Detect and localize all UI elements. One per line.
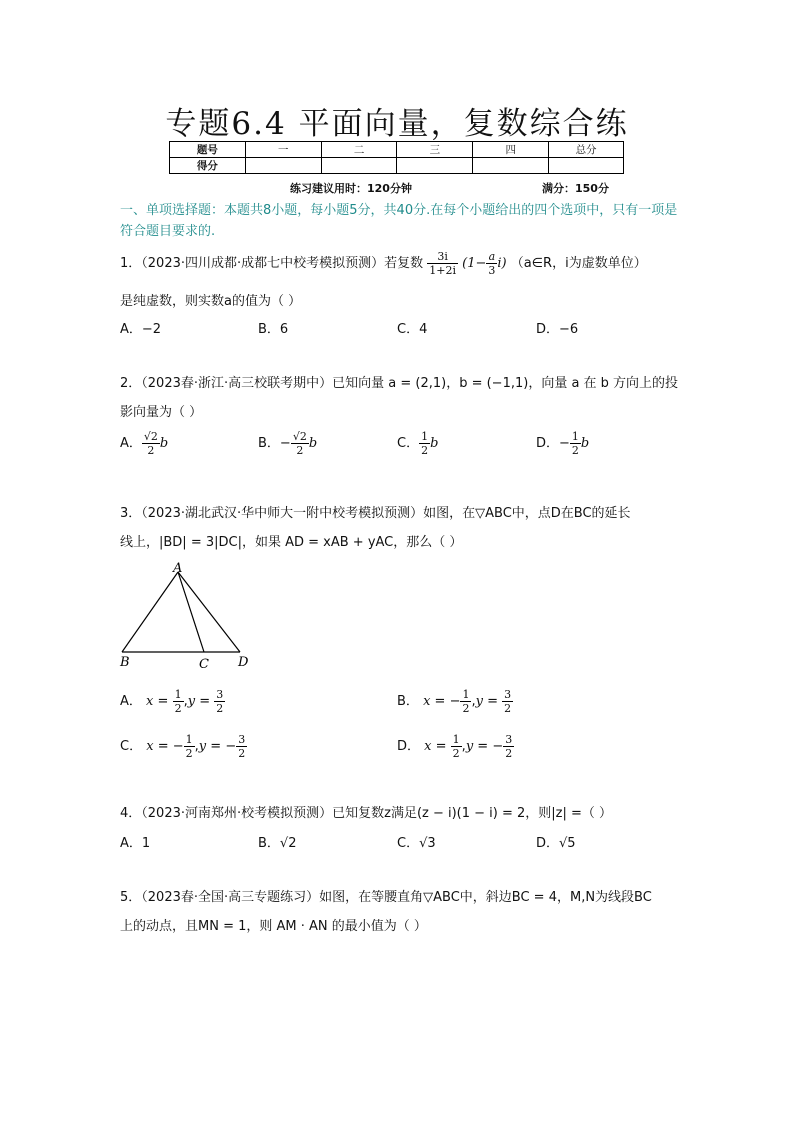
frac-num: 1 — [174, 688, 182, 701]
option-label: A． — [120, 694, 142, 709]
frac-num: 1 — [571, 430, 579, 443]
frac-den: 2 — [571, 444, 579, 457]
x-fraction — [451, 733, 462, 760]
y-var: y — [187, 694, 196, 709]
question-5-line-2: 上的动点，且MN = 1，则 AM · AN 的最小值为（ ） — [120, 919, 427, 934]
frac-num: 3 — [504, 688, 512, 701]
table-cell: 二 — [321, 142, 397, 158]
frac-den: 2 — [505, 747, 513, 760]
q2-option-c[interactable] — [397, 430, 438, 457]
triangle-figure — [112, 560, 262, 675]
option-sign: − — [279, 436, 291, 451]
option-fraction — [291, 430, 309, 457]
frac-den: 2 — [462, 702, 470, 715]
x-var: x — [146, 694, 154, 709]
x-var: x — [423, 694, 431, 709]
table-row — [170, 158, 624, 174]
section-heading: 一、单项选择题：本题共8小题，每小题5分，共40分.在每个小题给出的四个选项中，只有一项是符合题目要求的. — [120, 203, 678, 239]
y-var: y — [198, 739, 207, 754]
frac-num: 1 — [421, 430, 429, 443]
frac-num: √2 — [292, 430, 307, 443]
y-sign: − — [225, 739, 237, 754]
vector-b: b — [308, 436, 318, 451]
x-fraction — [173, 688, 184, 715]
option-label: C． — [120, 739, 143, 754]
score-table — [169, 141, 624, 174]
option-fraction — [142, 430, 160, 457]
question-3-line-2: 线上，|BD| = 3|DC|，如果 AD = xAB + yAC，那么（ ） — [120, 535, 463, 550]
edge-ad — [178, 572, 240, 652]
frac-den: 2 — [238, 747, 246, 760]
label-c: C — [199, 657, 209, 672]
frac-den: 2 — [185, 747, 193, 760]
q4-option-d[interactable]: D．√5 — [536, 836, 576, 851]
y-var: y — [465, 739, 474, 754]
q1-prefix: 1．（2023·四川成都·成都七中校考模拟预测）若复数 — [120, 256, 424, 271]
table-cell: 题号 — [170, 142, 246, 158]
x-var: x — [424, 739, 432, 754]
table-row — [170, 142, 624, 158]
question-5-line-1: 5．（2023春·全国·高三专题练习）如图，在等腰直角▽ABC中，斜边BC = 4，M,N为线段BC — [120, 890, 652, 905]
q3-option-d[interactable]: D． x = $\frac{1}{2}$ ,y = − $\frac{3}{2}$ — [397, 733, 513, 760]
table-cell — [321, 158, 397, 174]
vector-b: b — [159, 436, 169, 451]
table-cell: 四 — [473, 142, 549, 158]
option-label: C． — [397, 436, 420, 451]
frac-num: 1 — [462, 688, 470, 701]
frac-num: 1 — [185, 733, 193, 746]
frac-den: 2 — [216, 702, 224, 715]
q2-option-d[interactable] — [536, 430, 589, 457]
question-4-line-1: 4．（2023·河南郑州·校考模拟预测）已知复数z满足(z − i)(1 − i) = 2，则|z| =（ ） — [120, 806, 613, 821]
option-label: A． — [120, 436, 142, 451]
frac-den: 2 — [296, 444, 304, 457]
q1-option-d[interactable]: D．−6 — [536, 322, 579, 337]
question-1-line-2: 是纯虚数，则实数a的值为（ ） — [120, 294, 302, 309]
option-label: D． — [397, 739, 421, 754]
frac-den: 2 — [147, 444, 155, 457]
q3-option-a[interactable]: A． x = $\frac{1}{2}$ ,y = $\frac{3}{2}$ — [120, 688, 224, 715]
q3-option-c[interactable]: C． x = − $\frac{1}{2}$ ,y = − $\frac{3}{2}$ — [120, 733, 246, 760]
frac-den: 2 — [452, 747, 460, 760]
x-var: x — [146, 739, 154, 754]
table-cell — [245, 158, 321, 174]
q1-option-a[interactable]: A．−2 — [120, 322, 162, 337]
suggested-time: 练习建议用时：120分钟 — [290, 182, 412, 195]
q4-option-b[interactable]: B．√2 — [258, 836, 297, 851]
x-fraction — [184, 733, 195, 760]
table-cell: 三 — [397, 142, 473, 158]
q1-fraction — [427, 250, 458, 277]
q2-option-a[interactable] — [120, 430, 168, 457]
page-title: 专题6.4 平面向量，复数综合练 — [165, 106, 629, 142]
question-2-line-1: 2．（2023春·浙江·高三校联考期中）已知向量 a = (2,1)，b = (−1,1)，向量 a 在 b 方向上的投 — [120, 376, 679, 391]
y-fraction — [214, 688, 225, 715]
vector-b: b — [430, 436, 439, 451]
question-1-line-1 — [120, 250, 647, 277]
q4-option-c[interactable]: C．√3 — [397, 836, 436, 851]
option-label: D． — [536, 436, 560, 451]
x-sign: − — [449, 694, 461, 709]
y-var: y — [475, 694, 483, 709]
q1-paren-right: i) — [497, 256, 507, 271]
y-fraction — [503, 733, 514, 760]
frac-den: 2 — [421, 444, 429, 457]
q3-option-b[interactable]: B． x = − $\frac{1}{2}$ ,y = $\frac{3}{2}$ — [397, 688, 512, 715]
x-sign: − — [172, 739, 184, 754]
q1-a-num: a — [486, 250, 497, 264]
label-a: A — [173, 561, 183, 576]
y-sign: − — [492, 739, 504, 754]
label-d: D — [238, 655, 249, 670]
q1-suffix: （a∈R，i为虚数单位） — [510, 256, 647, 271]
table-cell: 总分 — [549, 142, 624, 158]
frac-den: 2 — [504, 702, 512, 715]
frac-num: 3 — [216, 688, 224, 701]
option-label: B． — [258, 436, 280, 451]
q1-frac-den: 1+2i — [429, 264, 456, 277]
frac-num: 1 — [452, 733, 460, 746]
question-2-line-2: 影向量为（ ） — [120, 405, 203, 420]
y-fraction — [236, 733, 247, 760]
full-score: 满分：150分 — [542, 182, 609, 195]
table-cell — [473, 158, 549, 174]
option-sign: − — [559, 436, 570, 451]
edge-ab — [122, 572, 178, 652]
table-cell — [549, 158, 624, 174]
y-fraction — [502, 688, 513, 715]
vector-b: b — [580, 436, 590, 451]
frac-den: 2 — [174, 702, 182, 715]
frac-num: √2 — [143, 430, 158, 443]
q1-option-c[interactable]: C．4 — [397, 322, 428, 337]
q1-a-fraction — [486, 250, 497, 277]
q1-a-den: 3 — [488, 264, 496, 277]
q4-option-a[interactable]: A．1 — [120, 836, 151, 851]
frac-num: 3 — [505, 733, 513, 746]
table-cell: 得分 — [170, 158, 246, 174]
edge-ac — [178, 572, 204, 652]
table-cell — [397, 158, 473, 174]
table-cell: 一 — [245, 142, 321, 158]
option-fraction — [419, 430, 430, 457]
label-b: B — [120, 655, 130, 670]
frac-num: 3 — [238, 733, 246, 746]
q2-option-b[interactable] — [258, 430, 317, 457]
q1-option-b[interactable]: B．6 — [258, 322, 289, 337]
q1-frac-num: 3i — [427, 250, 458, 264]
option-fraction — [570, 430, 581, 457]
question-3-line-1: 3．（2023·湖北武汉·华中师大一附中校考模拟预测）如图，在▽ABC中，点D在BC的延长 — [120, 506, 631, 521]
option-label: B． — [397, 694, 419, 709]
x-fraction — [460, 688, 471, 715]
q1-paren-left: (1− — [462, 256, 487, 271]
